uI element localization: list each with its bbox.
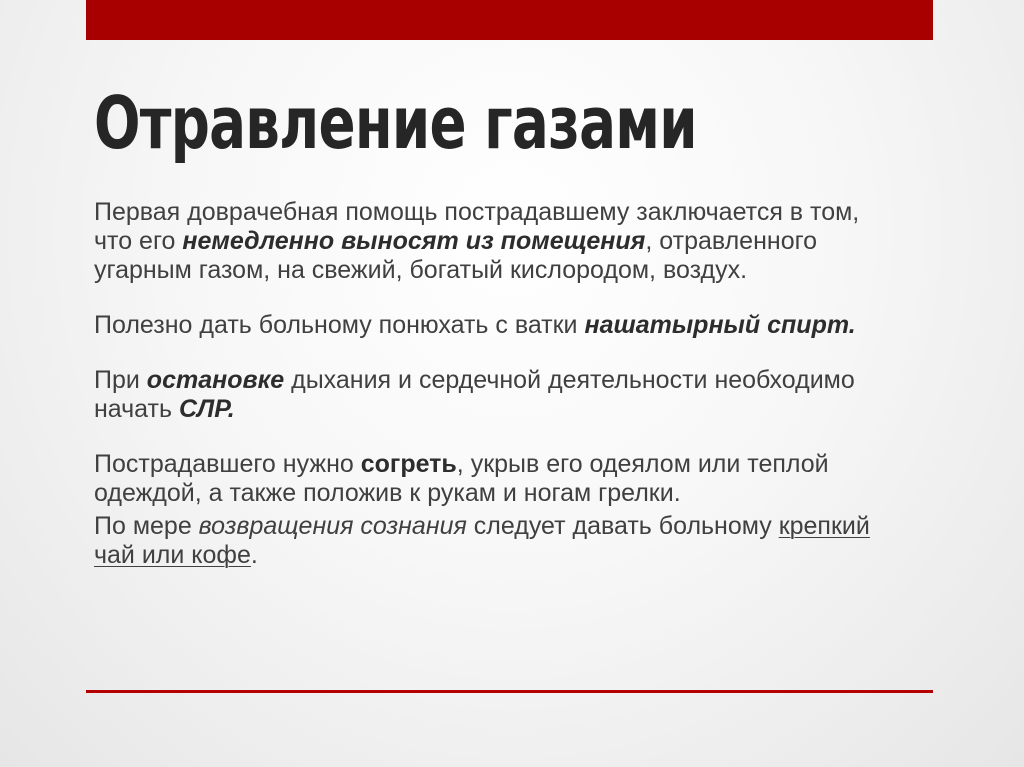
p1-text-1: Первая доврачебная помощь пострадавшему заключается в том, что его <box>94 198 860 255</box>
slide-title: Отравление газами <box>94 81 697 165</box>
paragraph-cpr <box>94 366 894 424</box>
p3-emphasis-1: остановке <box>146 366 285 394</box>
p5-text-1: По мере <box>94 512 199 540</box>
p4-emphasis: согреть <box>360 450 457 478</box>
p1-emphasis: немедленно выносят из помещения <box>182 227 646 255</box>
p4-text-2: , укрыв его одеялом или теплой одеждой, а также положив к рукам и ногам грелки. <box>94 450 829 507</box>
p5-underlined: крепкий чай или кофе <box>94 512 870 569</box>
p2-text-1: Полезно дать больному понюхать с ватки <box>94 311 585 339</box>
p3-text-1: При <box>94 366 147 394</box>
slide-body <box>94 198 894 570</box>
paragraph-first-aid <box>94 198 894 285</box>
paragraph-ammonia <box>94 311 894 340</box>
p5-emphasis: возвращения сознания <box>198 512 467 540</box>
p5-text-2: следует давать больному <box>466 512 779 540</box>
paragraph-warm <box>94 450 894 508</box>
p1-text-2: , отравленного угарным газом, на свежий, богатый кислородом, воздух. <box>94 227 818 284</box>
p5-text-3: . <box>250 541 258 569</box>
p4-text-1: Пострадавшего нужно <box>94 450 361 478</box>
p3-emphasis-2: СЛР. <box>178 395 235 423</box>
paragraph-consciousness <box>94 512 894 570</box>
top-accent-bar <box>86 0 933 40</box>
bottom-accent-line <box>86 690 933 693</box>
p2-emphasis: нашатырный спирт. <box>584 311 856 339</box>
p3-text-2: дыхания и сердечной деятельности необходимо начать <box>94 366 855 423</box>
